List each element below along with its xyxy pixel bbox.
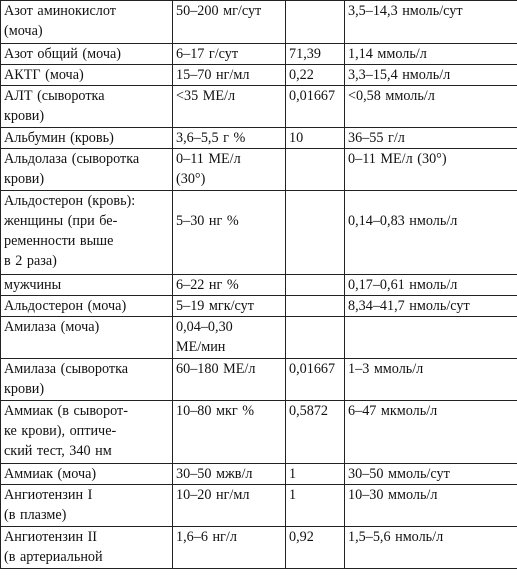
analyte-cell: Аммиак (в сыворот- ке крови), оптиче- ский тест, 340 нм — [1, 401, 173, 464]
norm-value-cell: 6–22 нг % — [173, 275, 286, 296]
norm-value-cell: 5–30 нг % — [173, 191, 286, 275]
analyte-cell: Ангиотензин I (в плазме) — [1, 485, 173, 527]
conversion-factor-cell: 0,01667 — [286, 86, 345, 128]
norm-value-cell: 0,04–0,30 МЕ/мин — [173, 317, 286, 359]
norm-value-cell: 5–19 мгк/сут — [173, 296, 286, 317]
norm-value-cell: 30–50 мжв/л — [173, 464, 286, 485]
conversion-factor-cell — [286, 1, 345, 44]
analyte-cell: Азот общий (моча) — [1, 44, 173, 65]
analyte-cell: АЛТ (сыворотка крови) — [1, 86, 173, 128]
conversion-factor-cell: 0,01667 — [286, 359, 345, 401]
conversion-factor-cell: 1 — [286, 464, 345, 485]
table-row — [1, 149, 517, 191]
analyte-cell: АКТГ (моча) — [1, 65, 173, 86]
analyte-cell: Альдостерон (моча) — [1, 296, 173, 317]
si-value-cell: 3,3–15,4 нмоль/л — [345, 65, 517, 86]
table-row — [1, 86, 517, 128]
table-row — [1, 191, 517, 275]
table-row — [1, 401, 517, 464]
analyte-cell: Аммиак (моча) — [1, 464, 173, 485]
norm-value-cell: 6–17 г/сут — [173, 44, 286, 65]
conversion-factor-cell: 1 — [286, 485, 345, 527]
si-value-cell: 1,14 ммоль/л — [345, 44, 517, 65]
table-row — [1, 275, 517, 296]
conversion-factor-cell: 71,39 — [286, 44, 345, 65]
norm-value-cell: 15–70 нг/мл — [173, 65, 286, 86]
analyte-cell: мужчины — [1, 275, 173, 296]
si-value-cell: 0,14–0,83 нмоль/л — [345, 191, 517, 275]
conversion-factor-cell: 0,5872 — [286, 401, 345, 464]
si-value-cell: 10–30 ммоль/л — [345, 485, 517, 527]
table-row — [1, 296, 517, 317]
norm-value-cell: <35 МЕ/л — [173, 86, 286, 128]
conversion-factor-cell: 0,22 — [286, 65, 345, 86]
table-row — [1, 317, 517, 359]
conversion-factor-cell — [286, 191, 345, 275]
si-value-cell: 0,17–0,61 нмоль/л — [345, 275, 517, 296]
conversion-factor-cell — [286, 296, 345, 317]
conversion-factor-cell — [286, 275, 345, 296]
norm-value-cell: 0–11 МЕ/л (30°) — [173, 149, 286, 191]
table-row — [1, 527, 517, 569]
table-row — [1, 44, 517, 65]
conversion-factor-cell: 10 — [286, 128, 345, 149]
norm-value-cell: 10–80 мкг % — [173, 401, 286, 464]
table-row — [1, 65, 517, 86]
si-value-cell: 30–50 ммоль/сут — [345, 464, 517, 485]
si-value-cell: 0–11 МЕ/л (30°) — [345, 149, 517, 191]
norm-value-cell: 10–20 нг/мл — [173, 485, 286, 527]
table-row — [1, 485, 517, 527]
analyte-cell: Амилаза (сыворотка крови) — [1, 359, 173, 401]
table-body — [1, 1, 517, 569]
conversion-factor-cell — [286, 149, 345, 191]
si-value-cell: 1–3 ммоль/л — [345, 359, 517, 401]
norm-value-cell: 50–200 мг/сут — [173, 1, 286, 44]
si-value-cell: 3,5–14,3 нмоль/сут — [345, 1, 517, 44]
analyte-cell: Альдостерон (кровь): женщины (при бе- ременности выше в 2 раза) — [1, 191, 173, 275]
si-value-cell: 36–55 г/л — [345, 128, 517, 149]
analyte-cell: Ангиотензин II (в артериальной — [1, 527, 173, 569]
si-value-cell — [345, 317, 517, 359]
si-value-cell: 8,34–41,7 нмоль/сут — [345, 296, 517, 317]
table-row — [1, 128, 517, 149]
analyte-cell: Альбумин (кровь) — [1, 128, 173, 149]
table-row — [1, 1, 517, 44]
norm-value-cell: 60–180 МЕ/л — [173, 359, 286, 401]
norm-value-cell: 1,6–6 нг/л — [173, 527, 286, 569]
si-value-cell: 6–47 мкмоль/л — [345, 401, 517, 464]
analyte-cell: Амилаза (моча) — [1, 317, 173, 359]
conversion-factor-cell — [286, 317, 345, 359]
analyte-cell: Альдолаза (сыворотка крови) — [1, 149, 173, 191]
analyte-cell: Азот аминокислот (моча) — [1, 1, 173, 44]
table-row — [1, 359, 517, 401]
norm-value-cell: 3,6–5,5 г % — [173, 128, 286, 149]
si-value-cell: 1,5–5,6 нмоль/л — [345, 527, 517, 569]
table-row — [1, 464, 517, 485]
conversion-factor-cell: 0,92 — [286, 527, 345, 569]
si-value-cell: <0,58 ммоль/л — [345, 86, 517, 128]
